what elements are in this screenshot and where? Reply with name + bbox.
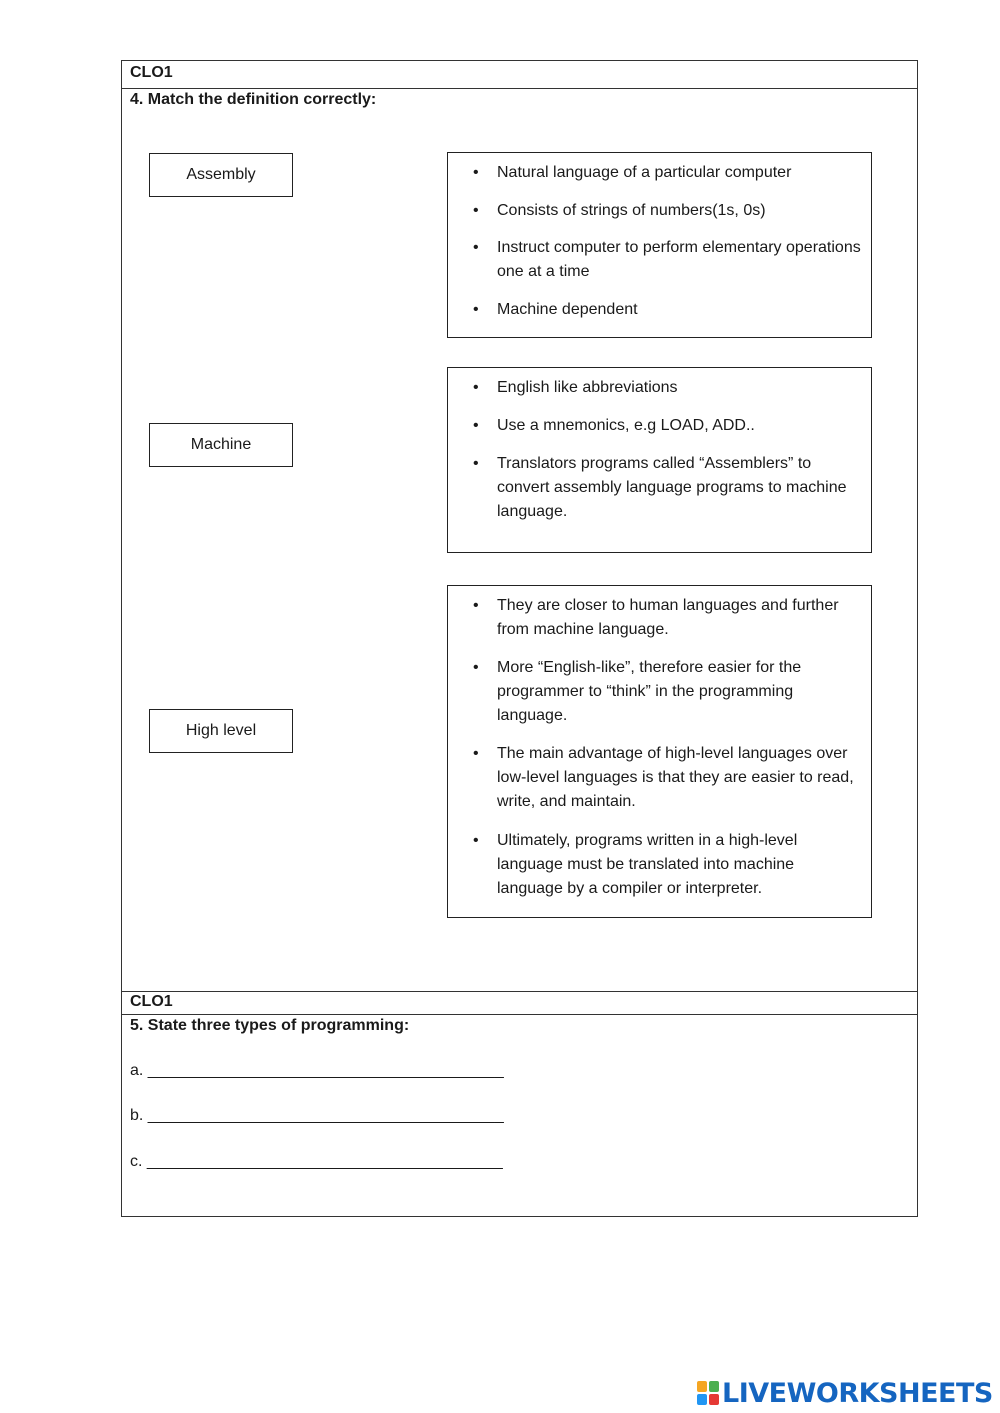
definition-item: • The main advantage of high-level languages over low-level languages is that they are easier to read, write, and maintain. — [497, 742, 863, 814]
definition-box-1[interactable] — [447, 152, 872, 338]
definition-item: • Machine dependent — [497, 298, 863, 322]
definition-item: • Natural language of a particular computer — [497, 161, 863, 185]
liveworksheets-logo-icon — [697, 1381, 719, 1405]
term-box-machine[interactable]: Machine — [149, 423, 293, 467]
answer-line-a[interactable]: a. ________________________________________ — [130, 1062, 504, 1079]
definition-item: • Translators programs called “Assemblers” to convert assembly language programs to machine language. — [497, 452, 863, 524]
definition-box-2[interactable] — [447, 367, 872, 553]
question-5-title: 5. State three types of programming: — [130, 1017, 410, 1034]
divider — [122, 88, 917, 89]
definition-item: • Ultimately, programs written in a high-level language must be translated into machine language by a compiler or interpreter. — [497, 829, 863, 901]
section-1-header: CLO1 — [130, 64, 173, 81]
question-4-title: 4. Match the definition correctly: — [130, 91, 377, 108]
definition-item: • Instruct computer to perform elementary operations one at a time — [497, 236, 863, 284]
answer-line-b[interactable]: b. ________________________________________ — [130, 1107, 504, 1124]
definition-item: • Consists of strings of numbers(1s, 0s) — [497, 199, 863, 223]
definition-item: • More “English-like”, therefore easier for the programmer to “think” in the programming language. — [497, 656, 863, 728]
definition-item: • English like abbreviations — [497, 376, 863, 400]
definition-item: • Use a mnemonics, e.g LOAD, ADD.. — [497, 414, 863, 438]
definition-item: • They are closer to human languages and further from machine language. — [497, 594, 863, 642]
definition-box-3[interactable] — [447, 585, 872, 918]
divider — [122, 991, 917, 992]
divider — [122, 1014, 917, 1015]
answer-line-c[interactable]: c. ________________________________________ — [130, 1153, 503, 1170]
term-box-assembly[interactable]: Assembly — [149, 153, 293, 197]
term-box-high-level[interactable]: High level — [149, 709, 293, 753]
section-2-header: CLO1 — [130, 993, 173, 1010]
liveworksheets-logo — [697, 1378, 993, 1408]
brand-name: LIVEWORKSHEETS — [722, 1377, 993, 1409]
